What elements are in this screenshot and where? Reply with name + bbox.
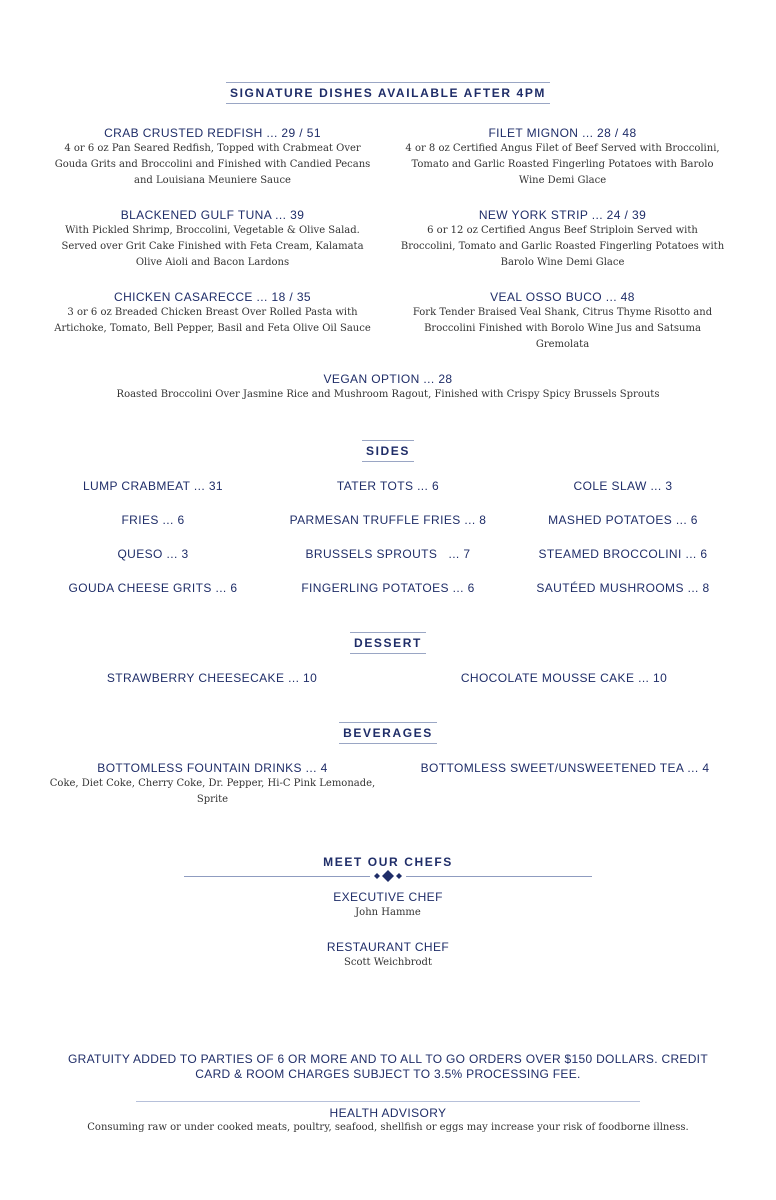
side-item: GOUDA CHEESE GRITS ... 6 <box>68 581 238 595</box>
beverage-tea <box>400 760 730 776</box>
chef-name: Scott Weichbrodt <box>344 957 432 968</box>
chef-name: John Hamme <box>355 907 421 918</box>
side-item: BRUSSELS SPROUTS ... 7 <box>305 547 471 561</box>
beverage-name: BOTTOMLESS FOUNTAIN DRINKS ... 4 <box>97 761 328 775</box>
health-advisory-text: Consuming raw or under cooked meats, poultry, seafood, shellfish or eggs may increase your risk of foodborne illness. <box>87 1122 689 1133</box>
footer-divider <box>136 1101 640 1102</box>
gratuity-notice: GRATUITY ADDED TO PARTIES OF 6 OR MORE AND TO ALL TO GO ORDERS OVER $150 DOLLARS. CREDIT CARD & ROOM CHARGES SUBJECT TO 3.5% PROCESSING FEE. <box>68 1052 708 1081</box>
dish-name: VEAL OSSO BUCO ... 48 <box>490 290 635 304</box>
chef-executive <box>238 889 538 921</box>
chef-title: RESTAURANT CHEF <box>326 940 450 954</box>
chef-restaurant <box>238 939 538 971</box>
dish-vegan-option <box>40 371 736 403</box>
beverage-description: Coke, Diet Coke, Cherry Coke, Dr. Pepper, Hi-C Pink Lemonade, Sprite <box>49 778 376 805</box>
side-item: SAUTÉED MUSHROOMS ... 8 <box>536 581 710 595</box>
side-item: TATER TOTS ... 6 <box>336 479 440 493</box>
diamond-ornament-icon <box>368 869 408 883</box>
chefs-divider-right <box>406 876 592 877</box>
beverage-name: BOTTOMLESS SWEET/UNSWEETENED TEA ... 4 <box>420 761 710 775</box>
dish-description: With Pickled Shrimp, Broccolini, Vegetable & Olive Salad. Served over Grit Cake Finished with Feta Cream, Kalamata Olive Aioli and Bacon Lardons <box>61 225 364 268</box>
beverage-fountain-drinks <box>45 760 380 808</box>
dish-veal-osso-buco <box>400 289 725 353</box>
chefs-divider-left <box>184 876 370 877</box>
dish-description: 6 or 12 oz Certified Angus Beef Striploin Served with Broccolini, Tomato and Garlic Roasted Fingerling Potatoes with Barolo Wine Demi Glace <box>400 225 725 268</box>
side-item: PARMESAN TRUFFLE FRIES ... 8 <box>289 513 487 527</box>
dish-blackened-gulf-tuna <box>50 207 375 271</box>
dish-name: BLACKENED GULF TUNA ... 39 <box>120 208 305 222</box>
dish-name: VEGAN OPTION ... 28 <box>323 372 453 386</box>
side-item: COLE SLAW ... 3 <box>573 479 673 493</box>
dessert-item: STRAWBERRY CHEESECAKE ... 10 <box>106 671 318 685</box>
dish-description: Roasted Broccolini Over Jasmine Rice and Mushroom Ragout, Finished with Crispy Spicy Brussels Sprouts <box>116 389 660 400</box>
dish-filet-mignon <box>400 125 725 189</box>
dish-name: CRAB CRUSTED REDFISH ... 29 / 51 <box>104 126 321 140</box>
signature-heading: SIGNATURE DISHES AVAILABLE AFTER 4PM <box>0 82 776 104</box>
side-item: FRIES ... 6 <box>121 513 185 527</box>
health-advisory-title: HEALTH ADVISORY <box>329 1106 447 1120</box>
dish-chicken-casarecce <box>50 289 375 337</box>
side-item: FINGERLING POTATOES ... 6 <box>301 581 475 595</box>
side-item: STEAMED BROCCOLINI ... 6 <box>538 547 708 561</box>
side-item: QUESO ... 3 <box>117 547 189 561</box>
dish-description: Fork Tender Braised Veal Shank, Citrus Thyme Risotto and Broccolini Finished with Borolo Wine Jus and Satsuma Gremolata <box>412 307 713 350</box>
dish-description: 3 or 6 oz Breaded Chicken Breast Over Rolled Pasta with Artichoke, Tomato, Bell Pepper, Basil and Feta Olive Oil Sauce <box>54 307 371 334</box>
dessert-item: CHOCOLATE MOUSSE CAKE ... 10 <box>460 671 668 685</box>
side-item: LUMP CRABMEAT ... 31 <box>82 479 224 493</box>
chefs-heading: MEET OUR CHEFS <box>323 855 453 869</box>
dish-name: NEW YORK STRIP ... 24 / 39 <box>478 208 647 222</box>
dish-name: FILET MIGNON ... 28 / 48 <box>488 126 637 140</box>
side-item: MASHED POTATOES ... 6 <box>548 513 698 527</box>
chef-title: EXECUTIVE CHEF <box>333 890 443 904</box>
sides-heading: SIDES <box>0 440 776 462</box>
dish-name: CHICKEN CASARECCE ... 18 / 35 <box>114 290 311 304</box>
dish-description: 4 or 8 oz Certified Angus Filet of Beef Served with Broccolini, Tomato and Garlic Roasted Fingerling Potatoes with Barolo Wine Demi Glace <box>405 143 720 186</box>
dish-new-york-strip <box>400 207 725 271</box>
dish-crab-crusted-redfish <box>50 125 375 189</box>
dish-description: 4 or 6 oz Pan Seared Redfish, Topped with Crabmeat Over Gouda Grits and Broccolini and Finished with Candied Pecans and Louisiana Meuniere Sauce <box>54 143 371 186</box>
dessert-heading: DESSERT <box>0 632 776 654</box>
beverages-heading: BEVERAGES <box>0 722 776 744</box>
